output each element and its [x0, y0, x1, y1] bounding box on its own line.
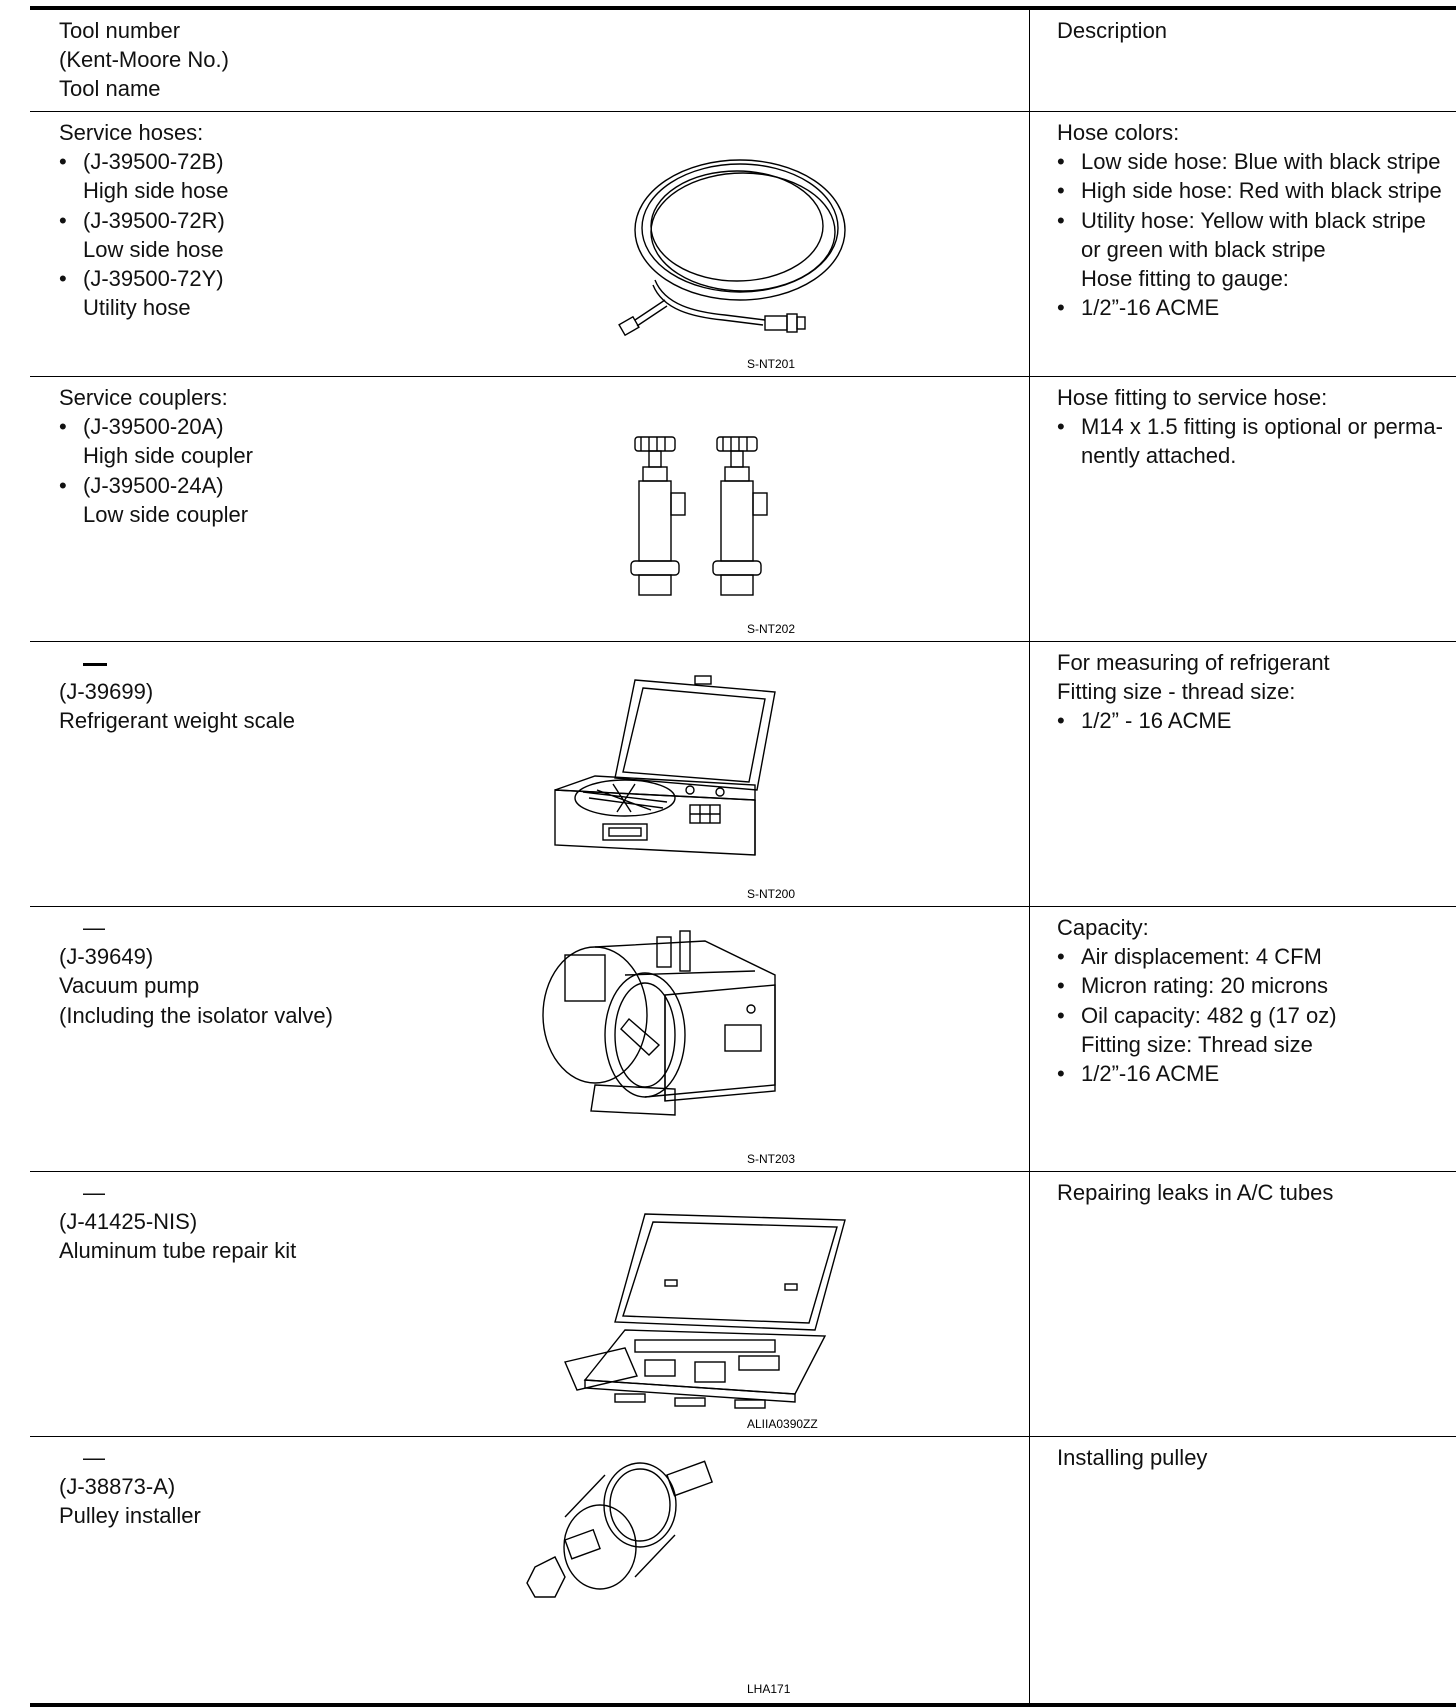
description-line: Fitting size: Thread size	[1081, 1031, 1313, 1057]
description-cell	[1057, 1437, 1456, 1472]
description-line: Installing pulley	[1057, 1445, 1208, 1470]
description-cell	[1057, 1172, 1456, 1207]
header-tool-number: Tool number	[59, 18, 181, 43]
tool-line: Refrigerant weight scale	[59, 708, 296, 734]
tool-line: Low side hose	[83, 236, 224, 262]
table-row-service-couplers	[30, 377, 1456, 642]
illustration-code: S-NT200	[747, 887, 796, 901]
description-line: • Air displacement: 4 CFM	[1057, 942, 1456, 971]
table-row-vacuum-pump	[30, 907, 1456, 1172]
tool-line: (J-38873-A)	[59, 1474, 176, 1500]
description-line: Repairing leaks in A/C tubes	[1057, 1180, 1334, 1205]
tool-line: —	[83, 915, 105, 940]
dash-mark	[83, 663, 107, 666]
description-line: Fitting size - thread size:	[1057, 679, 1296, 705]
description-line: Hose fitting to service hose:	[1057, 385, 1328, 410]
service-hoses-illustration	[525, 120, 905, 372]
tool-line: • (J-39500-72Y)	[59, 264, 579, 293]
tool-line: High side coupler	[83, 443, 253, 469]
tool-line: Vacuum pump	[59, 973, 200, 999]
tool-line: (J-41425-NIS)	[59, 1209, 198, 1235]
description-line: Capacity:	[1057, 915, 1149, 940]
tool-cell	[59, 377, 579, 529]
description-line: • Low side hose: Blue with black stripe	[1057, 147, 1456, 176]
tool-line: —	[83, 1445, 105, 1470]
table-row-tube-repair-kit	[30, 1172, 1456, 1437]
description-line: • Utility hose: Yellow with black stripe	[1057, 206, 1456, 235]
tool-line: High side hose	[83, 178, 229, 204]
description-line: or green with black stripe	[1081, 236, 1326, 262]
table-row-service-hoses	[30, 112, 1456, 377]
tool-line-dash	[59, 648, 579, 677]
tool-line: Service hoses:	[59, 120, 204, 145]
description-line: Hose fitting to gauge:	[1081, 266, 1289, 292]
description-cell	[1057, 907, 1456, 1088]
tool-line: • (J-39500-72B)	[59, 147, 579, 176]
tool-line: • (J-39500-20A)	[59, 412, 579, 441]
description-line: • Oil capacity: 482 g (17 oz)	[1057, 1001, 1456, 1030]
tool-cell	[59, 112, 579, 322]
description-line: • 1/2”-16 ACME	[1057, 1059, 1456, 1088]
table-row-weight-scale	[30, 642, 1456, 907]
description-line: • Micron rating: 20 microns	[1057, 971, 1456, 1000]
illustration-code: S-NT201	[747, 357, 796, 371]
description-cell	[1057, 112, 1456, 322]
tool-line: —	[83, 1180, 105, 1205]
vacuum-pump-illustration	[525, 915, 905, 1167]
tool-cell	[59, 1172, 579, 1266]
description-line: nently attached.	[1081, 443, 1237, 469]
tool-line: Pulley installer	[59, 1503, 201, 1529]
pulley-installer-illustration	[525, 1445, 905, 1697]
description-line: Hose colors:	[1057, 120, 1180, 145]
tool-line: • (J-39500-72R)	[59, 206, 579, 235]
header-description: Description	[1057, 18, 1168, 43]
header-description-column	[1057, 10, 1456, 45]
tool-line: Aluminum tube repair kit	[59, 1238, 297, 1264]
tool-cell	[59, 1437, 579, 1531]
description-line: • M14 x 1.5 fitting is optional or perma-	[1057, 412, 1456, 441]
table-row-pulley-installer	[30, 1437, 1456, 1703]
illustration-code: ALIIA0390ZZ	[747, 1417, 818, 1431]
tool-cell	[59, 907, 579, 1030]
description-line: • 1/2”-16 ACME	[1057, 293, 1456, 322]
illustration-code: S-NT203	[747, 1152, 796, 1166]
description-cell	[1057, 377, 1456, 471]
header-kent-moore-no: (Kent-Moore No.)	[59, 47, 229, 73]
low-side-coupler-icon	[713, 437, 767, 595]
illustration-code: LHA171	[747, 1682, 791, 1696]
table-header-row	[30, 10, 1456, 112]
description-line: • High side hose: Red with black stripe	[1057, 176, 1456, 205]
header-tool-column	[59, 10, 579, 104]
tube-repair-kit-illustration	[525, 1180, 905, 1432]
tool-line: (J-39649)	[59, 944, 154, 970]
service-couplers-illustration	[525, 385, 905, 637]
tool-line: Service couplers:	[59, 385, 228, 410]
tool-line: (Including the isolator valve)	[59, 1002, 333, 1028]
high-side-coupler-icon	[631, 437, 685, 595]
tool-cell	[59, 642, 579, 736]
header-tool-name: Tool name	[59, 76, 161, 102]
weight-scale-illustration	[525, 650, 905, 902]
description-line: For measuring of refrigerant	[1057, 650, 1330, 675]
description-cell	[1057, 642, 1456, 736]
tool-line: • (J-39500-24A)	[59, 471, 579, 500]
special-tools-table	[30, 6, 1456, 1707]
illustration-code: S-NT202	[747, 622, 796, 636]
tool-line: (J-39699)	[59, 679, 154, 705]
tool-line: Low side coupler	[83, 501, 249, 527]
description-line: • 1/2” - 16 ACME	[1057, 706, 1456, 735]
tool-line: Utility hose	[83, 295, 191, 321]
